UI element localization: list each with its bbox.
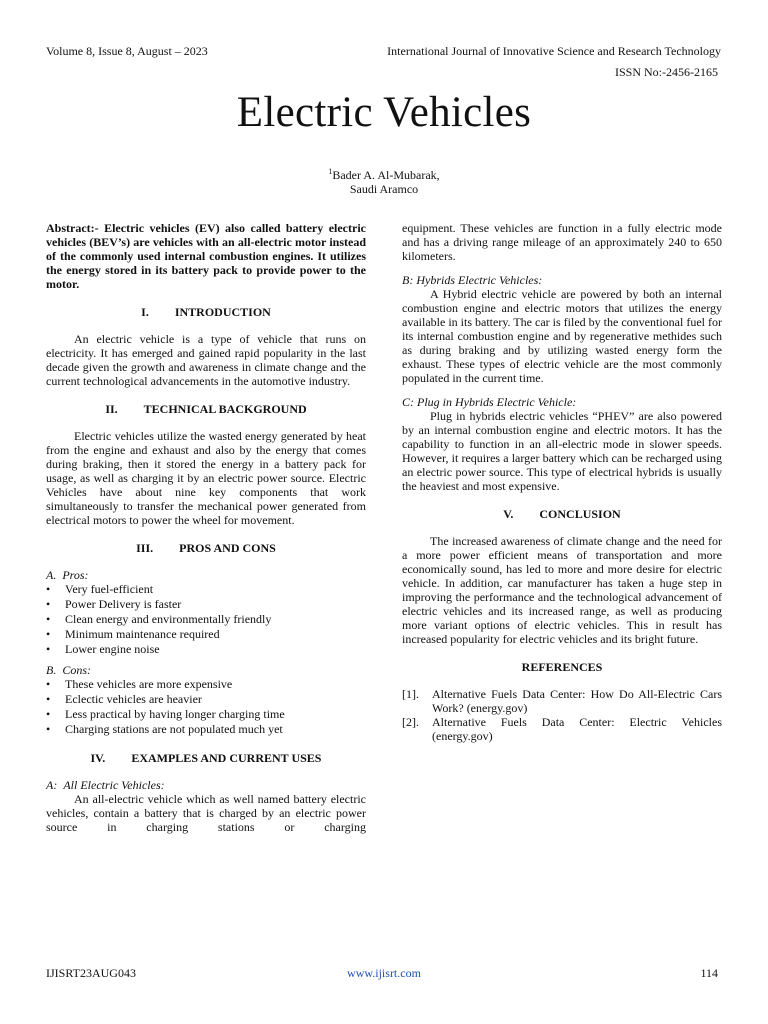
list-item: • Less practical by having longer charging time bbox=[46, 707, 366, 722]
volume-info: Volume 8, Issue 8, August – 2023 bbox=[46, 44, 208, 58]
author-affiliation-marker: 1 bbox=[328, 167, 333, 176]
section-heading-pros-cons: III. PROS AND CONS bbox=[136, 541, 276, 555]
abstract: Abstract:- Electric vehicles (EV) also called battery electric vehicles (BEV’s) are vehicles with an all-electric motor instead of the commonly used internal combustion engines. It utilizes the energy stored in its battery pack to provide power to the motor. bbox=[46, 221, 366, 291]
subsection-hybrid: B: Hybrids Electric Vehicles: bbox=[402, 273, 543, 287]
reference-item: [2]. Alternative Fuels Data Center: Electric Vehicles (energy.gov) bbox=[402, 715, 722, 743]
list-item: • Eclectic vehicles are heavier bbox=[46, 692, 366, 707]
right-column bbox=[402, 221, 722, 743]
introduction-text: An electric vehicle is a type of vehicle that runs on electricity. It has emerged and gained rapid popularity in the last decade given the growth and awareness in climate change and the current technological advancements in the automotive industry. bbox=[46, 332, 366, 388]
list-item: • Charging stations are not populated much yet bbox=[46, 722, 366, 737]
list-item: • Power Delivery is faster bbox=[46, 597, 366, 612]
section-heading-introduction: I. INTRODUCTION bbox=[141, 305, 271, 319]
section-heading-examples: IV. EXAMPLES AND CURRENT USES bbox=[90, 751, 322, 765]
journal-url-link[interactable]: www.ijisrt.com bbox=[347, 966, 421, 980]
paper-title: Electric Vehicles bbox=[236, 89, 532, 136]
reference-item: [1]. Alternative Fuels Data Center: How Do All-Electric Cars Work? (energy.gov) bbox=[402, 687, 722, 715]
section-heading-conclusion: V. CONCLUSION bbox=[503, 507, 621, 521]
list-item: • Lower engine noise bbox=[46, 642, 366, 657]
references-list bbox=[402, 687, 722, 743]
cons-label: B. Cons: bbox=[46, 663, 91, 677]
list-item: • Minimum maintenance required bbox=[46, 627, 366, 642]
plug-in-hybrid-text: Plug in hybrids electric vehicles “PHEV” are also powered by an internal combustion engine and electric motors. It has the capability to function in an all-electric mode in slower speeds. However, it requires a larger battery which can be recharged using an electric power source. This type of electrical hybrids is usually the heaviest and most expensive. bbox=[402, 409, 722, 493]
list-item: • Clean energy and environmentally friendly bbox=[46, 612, 366, 627]
all-electric-text-continued: equipment. These vehicles are function in a fully electric mode and has a driving range mileage of an approximately 240 to 650 kilometers. bbox=[402, 221, 722, 263]
section-heading-technical-background: II. TECHNICAL BACKGROUND bbox=[105, 402, 307, 416]
author-name: Bader A. Al-Mubarak, bbox=[332, 168, 440, 182]
page-number: 114 bbox=[700, 966, 718, 980]
all-electric-text: An all-electric vehicle which as well named battery electric vehicles, contain a battery that is charged by an electric power source in charging stations or charging bbox=[46, 792, 366, 834]
subsection-plug-in-hybrid: C: Plug in Hybrids Electric Vehicle: bbox=[402, 395, 577, 409]
list-item: • Very fuel-efficient bbox=[46, 582, 366, 597]
subsection-all-electric: A: All Electric Vehicles: bbox=[46, 778, 165, 792]
conclusion-text: The increased awareness of climate change and the need for a more power efficient means of transportation and more economically sound, has led to more and more desire for electric vehicle. In addition, car manufacturer has taken a huge step in improving the performance and the technological advancement of electric vehicles and its increased range, as well as producing more variant options of electric vehicles. This in result has increased popularity for electric vehicles and its bright future. bbox=[402, 534, 722, 646]
author-affiliation: Saudi Aramco bbox=[349, 182, 419, 196]
pros-label: A. Pros: bbox=[46, 568, 89, 582]
cons-list bbox=[46, 677, 366, 737]
hybrid-text: A Hybrid electric vehicle are powered by both an internal combustion engine and electric motors that utilizes the energy available in its battery. The car is filed by the conventional fuel for its internal combustion engine and by regenerative methides such as during braking and by utilizing wasted energy form the exhaust. These types of electric vehicle are the most commonly populated in the current time. bbox=[402, 287, 722, 385]
list-item: • These vehicles are more expensive bbox=[46, 677, 366, 692]
pros-list bbox=[46, 582, 366, 657]
left-column bbox=[46, 221, 366, 834]
section-heading-references: REFERENCES bbox=[521, 660, 603, 674]
paper-code: IJISRT23AUG043 bbox=[46, 966, 136, 980]
journal-name: International Journal of Innovative Science and Research Technology bbox=[387, 44, 721, 58]
issn: ISSN No:-2456-2165 bbox=[614, 65, 718, 79]
author-block bbox=[0, 165, 768, 196]
technical-background-text: Electric vehicles utilize the wasted energy generated by heat from the engine and exhaust and also by the energy that comes during braking, then it stored the energy in a battery pack for usage, as well as charging it by an electric power source. Electric Vehicles have about nine key components that work simultaneously to transfer the mechanical power generated from electrical motors to power the wheel for movement. bbox=[46, 429, 366, 527]
